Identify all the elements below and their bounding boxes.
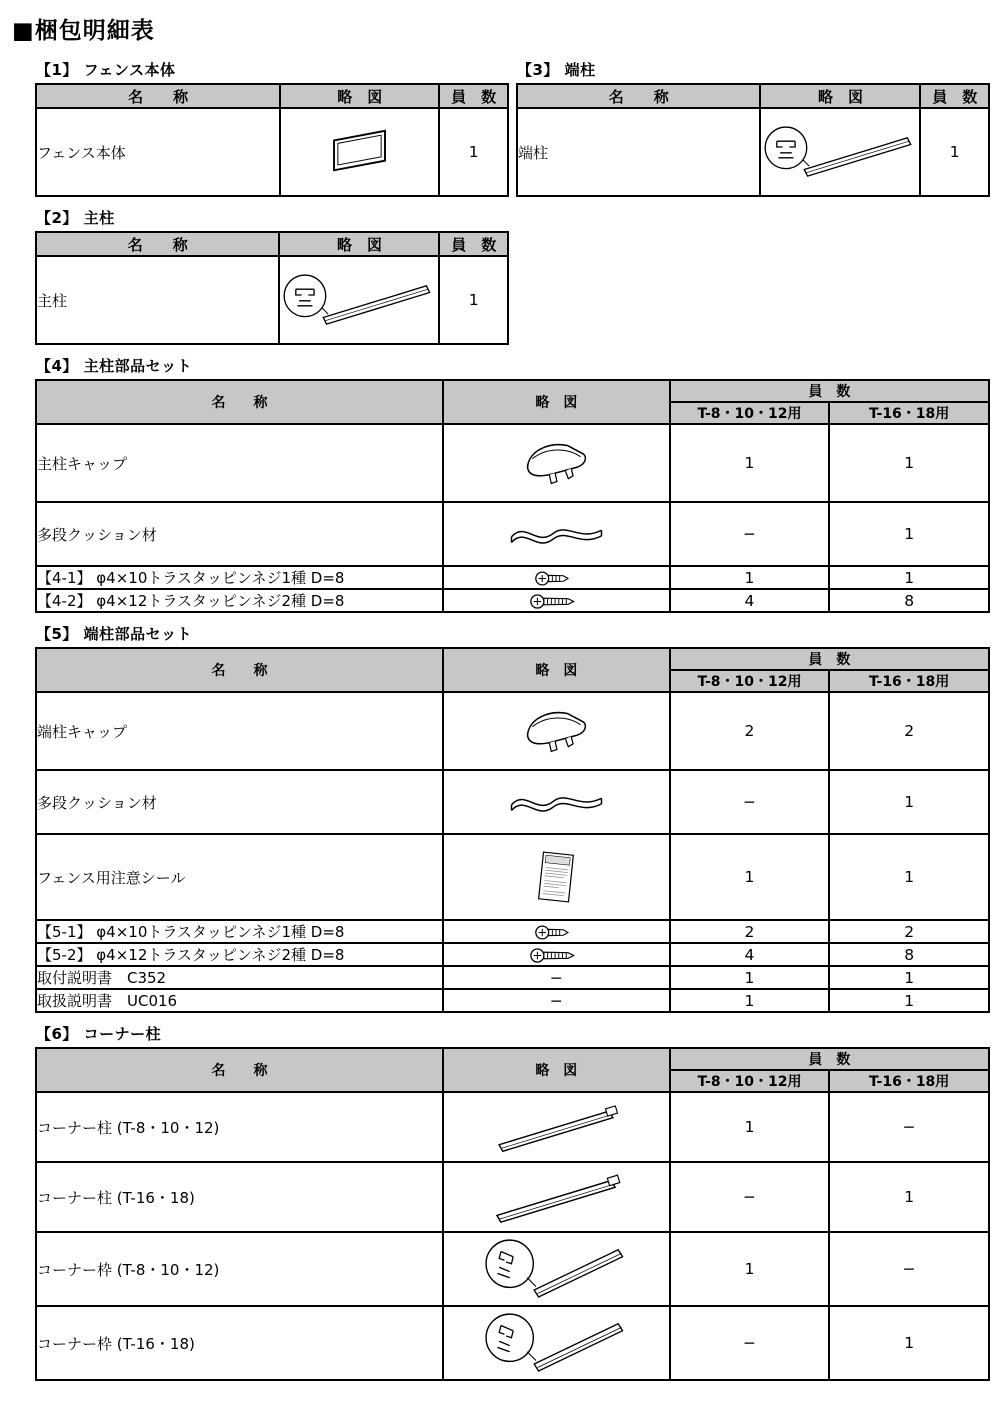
table-row — [36, 989, 989, 1012]
part-name: フェンス本体 — [36, 108, 280, 196]
part-qty-1: 1 — [670, 834, 830, 920]
header-size-t16-18: T-16・18用 — [829, 402, 989, 424]
section-5 — [35, 623, 990, 1013]
part-qty-2: 8 — [829, 943, 989, 966]
table-row — [36, 256, 508, 344]
diagram-cell — [443, 502, 670, 566]
left-column — [35, 59, 509, 355]
section-5-label: 【5】 端柱部品セット — [36, 625, 193, 643]
header-size-t16-18: T-16・18用 — [829, 670, 989, 692]
part-name: 【4-2】 φ4×12トラスタッピンネジ2種 D=8 — [36, 589, 443, 612]
section-3-table — [516, 83, 990, 197]
table-row — [36, 943, 989, 966]
main-post-icon — [280, 267, 438, 333]
header-name: 名 称 — [36, 84, 280, 108]
diagram-cell — [443, 589, 670, 612]
header-name: 名 称 — [517, 84, 760, 108]
section-4 — [35, 355, 990, 613]
corner-frame-icon — [474, 1234, 639, 1304]
diagram-cell — [443, 1306, 670, 1380]
header-qty: 員 数 — [439, 232, 508, 256]
section-3 — [516, 59, 990, 197]
section-6 — [35, 1023, 990, 1381]
part-name: 多段クッション材 — [36, 502, 443, 566]
post-cap-icon — [518, 436, 594, 491]
section-4-table — [35, 379, 990, 613]
header-diagram: 略 図 — [279, 232, 439, 256]
section-5-table — [35, 647, 990, 1013]
diagram-cell — [279, 256, 439, 344]
header-name: 名 称 — [36, 648, 443, 692]
section-6-table — [35, 1047, 990, 1381]
part-qty-1: − — [670, 1306, 830, 1380]
header-name: 名 称 — [36, 232, 279, 256]
part-qty-1: 2 — [670, 692, 830, 770]
part-qty-1: − — [670, 1162, 830, 1232]
header-size-t8-10-12: T-8・10・12用 — [670, 670, 830, 692]
part-qty-2: 1 — [829, 566, 989, 589]
diagram-cell — [443, 834, 670, 920]
part-name: 取扱説明書 UC016 — [36, 989, 443, 1012]
part-qty-1: 1 — [670, 989, 830, 1012]
table-row — [36, 1092, 989, 1162]
page-title: ■梱包明細表 — [12, 18, 155, 44]
header-diagram: 略 図 — [443, 648, 670, 692]
part-qty-2: 1 — [829, 1162, 989, 1232]
part-qty-1: − — [670, 502, 830, 566]
section-6-label: 【6】 コーナー柱 — [36, 1025, 162, 1043]
diagram-cell — [443, 424, 670, 502]
header-name: 名 称 — [36, 1048, 443, 1092]
part-qty-2: − — [829, 1092, 989, 1162]
table-row — [36, 920, 989, 943]
screw-short-icon — [534, 570, 578, 587]
table-row — [36, 834, 989, 920]
header-size-t8-10-12: T-8・10・12用 — [670, 1070, 830, 1092]
header-size-t16-18: T-16・18用 — [829, 1070, 989, 1092]
part-qty-1: 1 — [670, 566, 830, 589]
section-1-label: 【1】 フェンス本体 — [36, 61, 176, 79]
table-row — [36, 108, 508, 196]
table-row — [36, 966, 989, 989]
header-qty: 員 数 — [670, 380, 989, 402]
part-qty: 1 — [439, 108, 508, 196]
part-qty-1: 1 — [670, 1232, 830, 1306]
table-row — [36, 566, 989, 589]
header-qty: 員 数 — [670, 648, 989, 670]
table-row — [36, 692, 989, 770]
part-qty-1: 2 — [670, 920, 830, 943]
part-name: 【5-1】 φ4×10トラスタッピンネジ1種 D=8 — [36, 920, 443, 943]
part-name: 主柱 — [36, 256, 279, 344]
screw-long-icon — [529, 593, 583, 610]
caution-sticker-icon — [526, 845, 586, 909]
page-content — [35, 59, 990, 1381]
cushion-icon — [504, 519, 609, 549]
corner-post-icon — [481, 1167, 631, 1227]
part-name: 取付説明書 C352 — [36, 966, 443, 989]
section-3-label: 【3】 端柱 — [517, 61, 596, 79]
diagram-cell — [443, 1092, 670, 1162]
table-row — [36, 1306, 989, 1380]
part-name: 多段クッション材 — [36, 770, 443, 834]
part-qty-2: 1 — [829, 424, 989, 502]
part-qty-2: 1 — [829, 770, 989, 834]
section-2-table — [35, 231, 509, 345]
diagram-cell — [760, 108, 920, 196]
diagram-cell — [443, 920, 670, 943]
part-qty-2: 1 — [829, 502, 989, 566]
part-name: コーナー柱 (T-16・18) — [36, 1162, 443, 1232]
section-1-table — [35, 83, 509, 197]
table-row — [36, 589, 989, 612]
part-qty-1: 1 — [670, 424, 830, 502]
diagram-cell — [443, 1162, 670, 1232]
screw-long-icon — [529, 947, 583, 964]
end-post-icon — [761, 119, 919, 185]
table-row — [36, 770, 989, 834]
diagram-cell — [443, 692, 670, 770]
section-4-label: 【4】 主柱部品セット — [36, 357, 193, 375]
part-qty-2: 1 — [829, 966, 989, 989]
diagram-cell — [443, 1232, 670, 1306]
part-qty-2: 1 — [829, 989, 989, 1012]
part-qty: 1 — [920, 108, 989, 196]
diagram-dash: − — [443, 989, 670, 1012]
header-diagram: 略 図 — [280, 84, 439, 108]
part-name: 【4-1】 φ4×10トラスタッピンネジ1種 D=8 — [36, 566, 443, 589]
fence-panel-icon — [324, 127, 396, 177]
part-qty-2: 1 — [829, 834, 989, 920]
post-cap-icon — [518, 704, 594, 759]
section-1 — [35, 59, 509, 197]
header-qty: 員 数 — [439, 84, 508, 108]
part-name: 端柱 — [517, 108, 760, 196]
corner-post-icon — [486, 1098, 626, 1156]
table-row — [36, 1232, 989, 1306]
part-name: 端柱キャップ — [36, 692, 443, 770]
table-row — [517, 108, 989, 196]
table-row — [36, 502, 989, 566]
top-row — [35, 59, 990, 355]
header-name: 名 称 — [36, 380, 443, 424]
header-qty: 員 数 — [920, 84, 989, 108]
part-qty-1: 1 — [670, 1092, 830, 1162]
part-name: フェンス用注意シール — [36, 834, 443, 920]
part-qty-2: 2 — [829, 692, 989, 770]
part-qty-1: 4 — [670, 943, 830, 966]
part-name: コーナー柱 (T-8・10・12) — [36, 1092, 443, 1162]
part-name: 【5-2】 φ4×12トラスタッピンネジ2種 D=8 — [36, 943, 443, 966]
part-qty-2: − — [829, 1232, 989, 1306]
diagram-cell — [443, 943, 670, 966]
table-row — [36, 424, 989, 502]
diagram-cell — [443, 770, 670, 834]
section-2 — [35, 207, 509, 345]
right-column — [516, 59, 990, 207]
section-2-label: 【2】 主柱 — [36, 209, 115, 227]
corner-frame-icon — [474, 1308, 639, 1378]
cushion-icon — [504, 787, 609, 817]
screw-short-icon — [534, 924, 578, 941]
header-size-t8-10-12: T-8・10・12用 — [670, 402, 830, 424]
part-qty-1: 4 — [670, 589, 830, 612]
diagram-dash: − — [443, 966, 670, 989]
part-qty: 1 — [439, 256, 508, 344]
header-diagram: 略 図 — [760, 84, 920, 108]
diagram-cell — [443, 566, 670, 589]
table-row — [36, 1162, 989, 1232]
part-name: コーナー枠 (T-8・10・12) — [36, 1232, 443, 1306]
diagram-cell — [280, 108, 439, 196]
part-qty-1: 1 — [670, 966, 830, 989]
header-diagram: 略 図 — [443, 1048, 670, 1092]
part-qty-1: − — [670, 770, 830, 834]
header-diagram: 略 図 — [443, 380, 670, 424]
part-name: 主柱キャップ — [36, 424, 443, 502]
part-qty-2: 8 — [829, 589, 989, 612]
part-qty-2: 1 — [829, 1306, 989, 1380]
header-qty: 員 数 — [670, 1048, 989, 1070]
part-qty-2: 2 — [829, 920, 989, 943]
part-name: コーナー枠 (T-16・18) — [36, 1306, 443, 1380]
